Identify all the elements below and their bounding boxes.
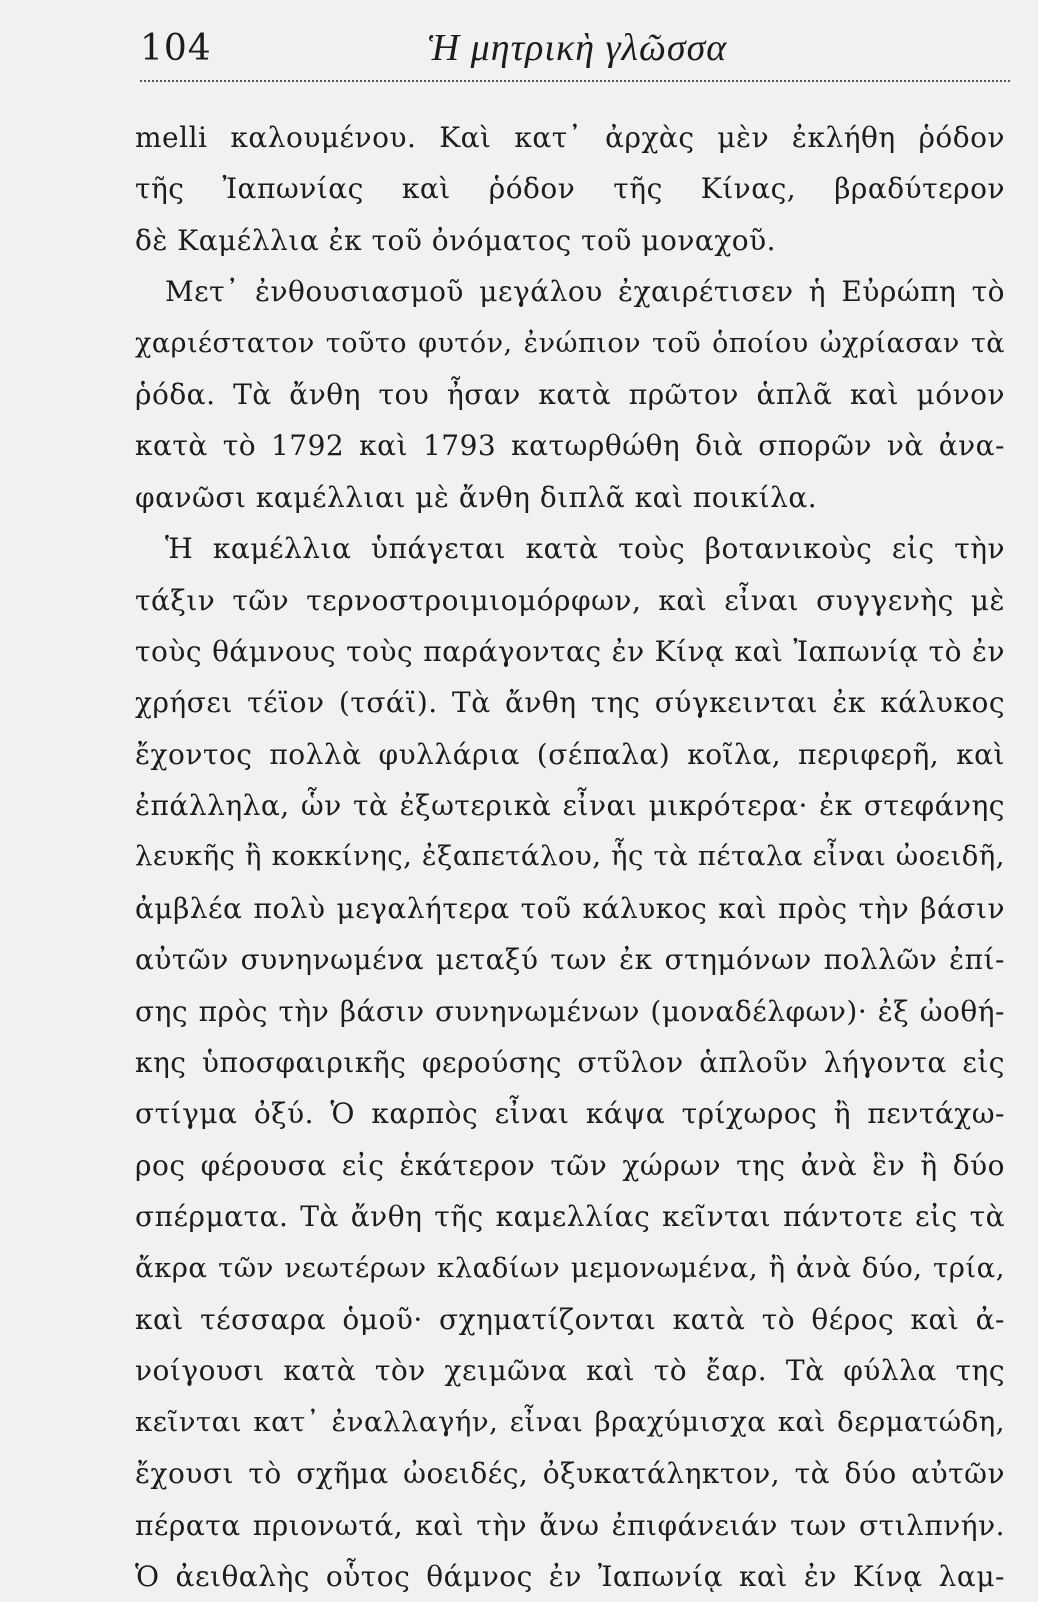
text-line: κεῖνται κατ᾽ ἐναλλαγήν, εἶναι βραχύμισχα καὶ δερματώδη, (135, 1405, 1005, 1438)
text-line: ἔχουσι τὸ σχῆμα ὠοειδές, ὀξυκατάληκτον, τὰ δύο αὐτῶν (135, 1457, 1005, 1491)
text-line: Μετ᾽ ἐνθουσιασμοῦ μεγάλου ἐχαιρέτισεν ἡ Εὐρώπη τὸ (165, 275, 1005, 309)
text-line: melli καλουμένου. Καὶ κατ᾽ ἀρχὰς μὲν ἐκλήθη ῥόδον (135, 121, 1005, 154)
body-text (135, 112, 1005, 1602)
page-number: 104 (140, 28, 212, 69)
text-line: τάξιν τῶν τερνοστροιμιομόρφων, καὶ εἶναι συγγενὴς μὲ (135, 583, 1005, 617)
text-line: σπέρματα. Τὰ ἄνθη τῆς καμελλίας κεῖνται πάντοτε εἰς τὰ (135, 1200, 1005, 1234)
text-line: φανῶσι καμέλλιαι μὲ ἄνθη διπλᾶ καὶ ποικίλα. (135, 480, 818, 514)
text-line: κης ὑποσφαιρικῆς φερούσης στῦλον ἁπλοῦν λήγοντα εἰς (135, 1046, 1005, 1080)
text-line: αὐτῶν συνηνωμένα μεταξύ των ἐκ στημόνων πολλῶν ἐπί- (135, 943, 1005, 977)
text-line: λευκῆς ἢ κοκκίνης, ἐξαπετάλου, ἧς τὰ πέταλα εἶναι ὠοειδῆ, (135, 840, 1005, 873)
text-line: κατὰ τὸ 1792 καὶ 1793 κατωρθώθη διὰ σπορῶν νὰ ἀνα- (135, 429, 1005, 463)
text-line: Ἡ καμέλλια ὑπάγεται κατὰ τοὺς βοτανικοὺς εἰς τὴν (165, 532, 1005, 566)
text-line: νοίγουσι κατὰ τὸν χειμῶνα καὶ τὸ ἔαρ. Τὰ φύλλα της (135, 1354, 1005, 1388)
text-line: ῥόδα. Τὰ ἄνθη του ἦσαν κατὰ πρῶτον ἁπλᾶ καὶ μόνον (135, 377, 1005, 411)
text-line: ἄκρα τῶν νεωτέρων κλαδίων μεμονωμένα, ἢ ἀνὰ δύο, τρία, (135, 1251, 1005, 1284)
text-line: Ὁ ἀειθαλὴς οὗτος θάμνος ἐν Ἰαπωνίᾳ καὶ ἐν Κίνᾳ λαμ- (135, 1559, 1005, 1593)
text-line: τῆς Ἰαπωνίας καὶ ῥόδον τῆς Κίνας, βραδύτερον (135, 172, 1005, 206)
running-title: Ἡ μητρικὴ γλῶσσα (428, 27, 728, 69)
text-line: χαριέστατον τοῦτο φυτόν, ἐνώπιον τοῦ ὁποίου ὠχρίασαν τὰ (135, 327, 1005, 359)
page-header (140, 22, 1010, 78)
text-line: ρος φέρουσα εἰς ἑκάτερον τῶν χώρων της ἀνὰ ἓν ἢ δύο (135, 1148, 1005, 1182)
header-rule (140, 80, 1010, 82)
text-line: στίγμα ὀξύ. Ὁ καρπὸς εἶναι κάψα τρίχωρος ἢ πεντάχω- (135, 1097, 1005, 1131)
text-line: καὶ τέσσαρα ὁμοῦ· σχηματίζονται κατὰ τὸ θέρος καὶ ἀ- (135, 1302, 1005, 1336)
text-line: δὲ Καμέλλια ἐκ τοῦ ὀνόματος τοῦ μοναχοῦ. (135, 223, 777, 257)
text-line: ἐπάλληλα, ὧν τὰ ἐξωτερικὰ εἶναι μικρότερα· ἐκ στεφάνης (135, 789, 1005, 823)
text-line: χρήσει τέϊον (τσάϊ). Τὰ ἄνθη της σύγκεινται ἐκ κάλυκος (135, 686, 1005, 720)
text-line: πέρατα πριονωτά, καὶ τὴν ἄνω ἐπιφάνειάν των στιλπνήν. (135, 1508, 1005, 1542)
text-line: ἀμβλέα πολὺ μεγαλήτερα τοῦ κάλυκος καὶ πρὸς τὴν βάσιν (135, 891, 1005, 925)
text-line: σης πρὸς τὴν βάσιν συνηνωμένων (μοναδέλφων)· ἐξ ὠοθή- (135, 994, 1005, 1028)
text-line: τοὺς θάμνους τοὺς παράγοντας ἐν Κίνᾳ καὶ Ἰαπωνίᾳ τὸ ἐν (135, 634, 1005, 668)
text-line: ἔχοντος πολλὰ φυλλάρια (σέπαλα) κοῖλα, περιφερῆ, καὶ (135, 737, 1005, 771)
